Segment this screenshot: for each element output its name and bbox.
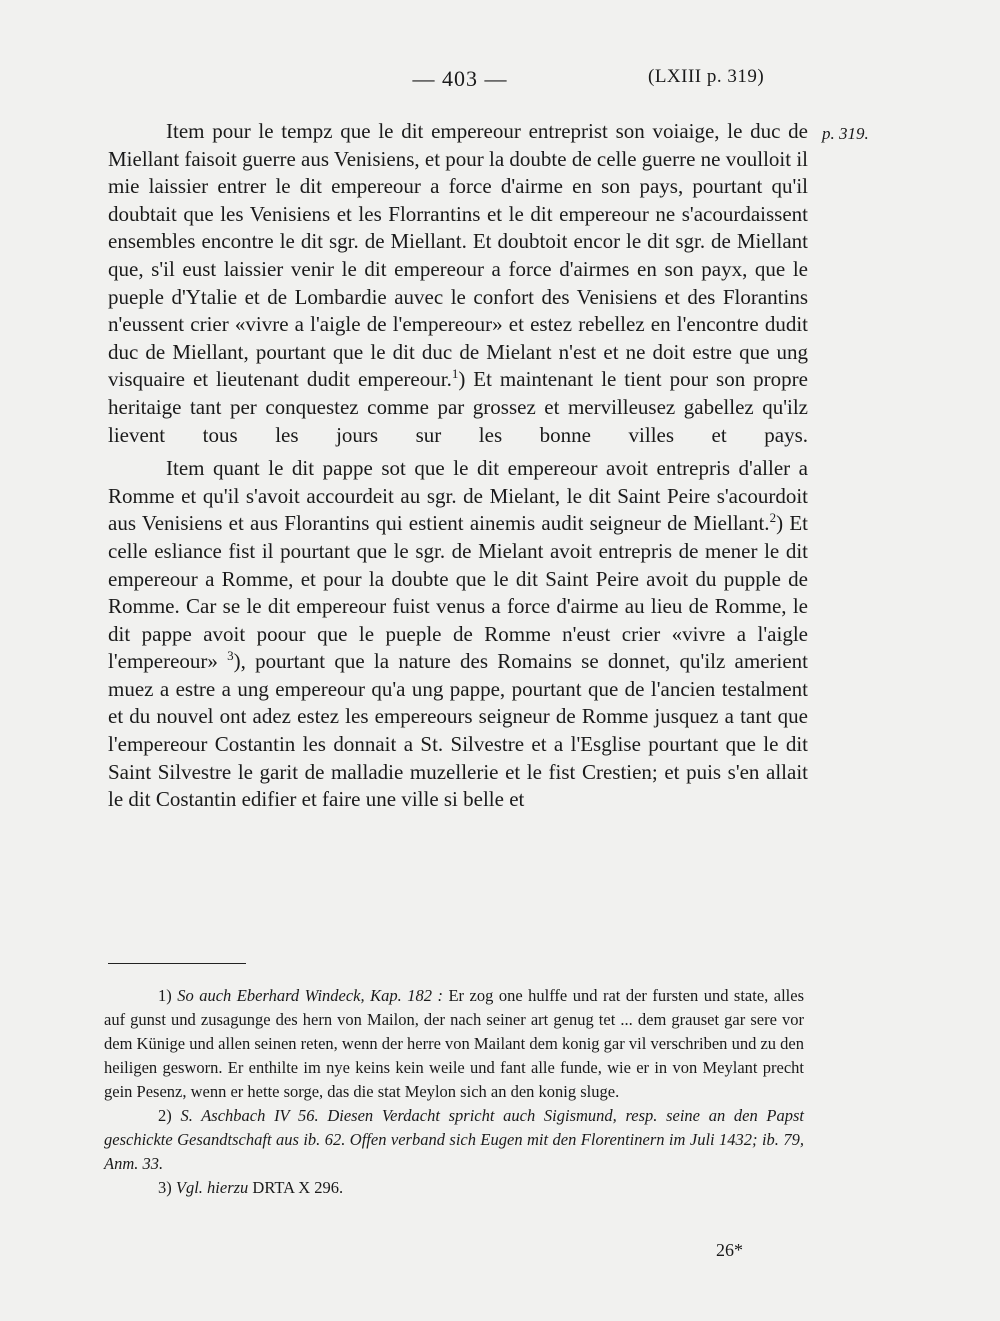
paragraph-2: Item quant le dit pappe sot que le dit empereour avoit entrepris d'aller a Romme et qu'il s'avoit accourdeit au sgr. de Mielant, le dit Saint Peire s'acourdoit aus Venisiens et aus Florantins qui estient ainemis audit seigneur de Miellant.$^2$) Et celle esliance fist il pourtant que le sgr. de Mielant avoit entrepris de mener le dit empereour a Romme, et pour la doubte que le dit Saint Peire avoit du pupple de Romme. Car se le dit empereour fuist venus a force d'airme au lieu de Romme, le dit pappe avoit poour que le pueple de Romme n'eust crier «vivre a l'aigle l'empereour» $^3$), pourtant que la nature des Romains se donnet, qu'ilz amerient muez a estre a ung empereour qu'a ung pappe, pourtant que de l'ancien testalment et du nouvel ont adez estez les empereours seigneur de Romme jusquez a tant que l'empereour Costantin les donnait a St. Silvestre et a l'Esglise pourtant que le dit Saint Silvestre le garit de malladie muzellerie et le fist Crestien; et puis s'en allait le dit Costantin edifier et faire une ville si belle et [108, 456, 809, 812]
paragraph-1: Item pour le tempz que le dit empereour entreprist son voiaige, le duc de Miellant faisoit guerre aus Venisiens, et pour la doubte de celle guerre ne voulloit il mie laissier entrer le dit empereour a force d'airme en son pays, pourtant qu'il doubtait que les Venisiens et les Florrantins et le dit empereour ne s'acourdaissent ensembles encontre le dit sgr. de Miellant. Et doubtoit encor le dit sgr. de Miellant que, s'il eust laissier venir le dit empereour a force d'airmes en son payx, que le pueple d'Ytalie et de Lombardie auvec le confort des Venisiens et des Florantins n'eussent crier «vivre a l'aigle de l'empereour» et estez rebellez en l'encontre dudit duc de Miellant, pourtant que le dit duc de Mielant n'est et ne doit estre que ung visquaire et lieutenant dudit empereour.$^1$) Et maintenant le tient pour son propre heritaige tant per conquestez comme par grossez et mervilleusez gabellez qu'ilz lievent tous les jours sur les bonne villes et pays. [108, 119, 808, 447]
paragraph-2-continuation: Et celle esliance fist il pourtant que le sgr. de Mielant avoit entrepris de mener le dit empereour a Romme, et pour la doubte que le dit Saint Peire avoit du pupple de Romme. Car se le dit empereour fuist venus a force d'airme au lieu de Romme, le dit pappe avoit poour que le pueple de Romme n'eust crier «vivre a l'aigle l'empereour» [108, 511, 808, 674]
margin-note: p. 319. [822, 124, 869, 143]
footnotes [104, 984, 804, 1200]
page-number: — 403 — [412, 66, 508, 91]
footnote-ref-2: 2 [769, 510, 777, 526]
footnote-3-number: 3) [158, 1178, 172, 1197]
main-text [108, 118, 808, 814]
footnote-2-number: 2) [158, 1106, 172, 1125]
footnote-1-number: 1) [158, 986, 172, 1005]
footnote-ref-1: 1 [451, 366, 459, 382]
footnote-1-text: Er zog one hulffe und rat der fursten und state, alles auf gunst und zusagunge des hern von Mailon, der nach seiner art genug tet ... dem grauset gar sere vor dem Künige und allen seinen reten, wenn der herre von Mailant dem konig gar vil verschriben und zu den heiligen gesworn. Er enthilte im nye keins kein weile und fant alle funde, wie er in von Meylant precht gein Pesenz, wenn er hette sorge, das die stat Meylon sich an den konig sluge. [104, 986, 805, 1101]
footnote-2-text: S. Aschbach IV 56. Diesen Verdacht spricht auch Sigismund, resp. seine an den Papst geschickte Gesandtschaft aus ib. 62. Offen verband sich Eugen mit den Florentinern im Juli 1432; ib. 79, Anm. 33. [104, 1106, 805, 1173]
paragraph-2-continuation-2: , pourtant que la nature des Romains se donnet, qu'ilz amerient muez a estre a ung empereour qu'a ung pappe, pourtant que de l'ancien testalment et du nouvel ont adez estez les empereours seigneur de Romme jusquez a tant que l'empereour Costantin les donnait a St. Silvestre et a l'Esglise pourtant que le dit Saint Silvestre le garit de malladie muzellerie et le fist Crestien; et puis s'en allait le dit Costantin edifier et faire une ville si belle et [108, 649, 809, 812]
footnote-3 [104, 1176, 804, 1200]
paragraph-1-continuation: Et maintenant le tient pour son propre heritaige tant per conquestez comme par grossez et mervilleusez gabellez qu'ilz lievent tous les jours sur les bonne villes et pays. [108, 367, 808, 447]
signature-mark: 26* [716, 1240, 743, 1260]
footnote-1 [104, 984, 804, 1104]
footnote-3-text: DRTA X 296. [248, 1178, 344, 1197]
footnote-divider [108, 963, 246, 964]
footnote-3-source: Vgl. hierzu [175, 1178, 249, 1197]
footnote-ref-3: 3 [227, 648, 234, 664]
footnote-2 [104, 1104, 804, 1176]
footnote-1-source: So auch Eberhard Windeck, Kap. 182 : [177, 986, 443, 1005]
page-reference: (LXIII p. 319) [648, 66, 765, 87]
paragraph-1-text: Item pour le tempz que le dit empereour entreprist son voiaige, le duc de Miellant faisoit guerre aus Venisiens, et pour la doubte de celle guerre ne voulloit il mie laissier entrer le dit empereour a force d'airme en son pays, pourtant qu'il doubtait que les Venisiens et les Florrantins et le dit empereour ne s'acourdaissent ensembles encontre le dit sgr. de Miellant. Et doubtoit encor le dit sgr. de Miellant que, s'il eust laissier venir le dit empereour a force d'airmes en son payx, que le pueple d'Ytalie et de Lombardie auvec le confort des Venisiens et des Florantins n'eussent crier «vivre a l'aigle de l'empereour» et estez rebellez en l'encontre dudit duc de Miellant, pourtant que le dit duc de Mielant n'est et ne doit estre que ung visquaire et lieutenant dudit empereour. [108, 119, 808, 392]
paragraph-2-text: Item quant le dit pappe sot que le dit empereour avoit entrepris d'aller a Romme et qu'il s'avoit accourdeit au sgr. de Mielant, le dit Saint Peire s'acourdoit aus Venisiens et aus Florantins qui estient ainemis audit seigneur de Miellant. [108, 456, 808, 536]
